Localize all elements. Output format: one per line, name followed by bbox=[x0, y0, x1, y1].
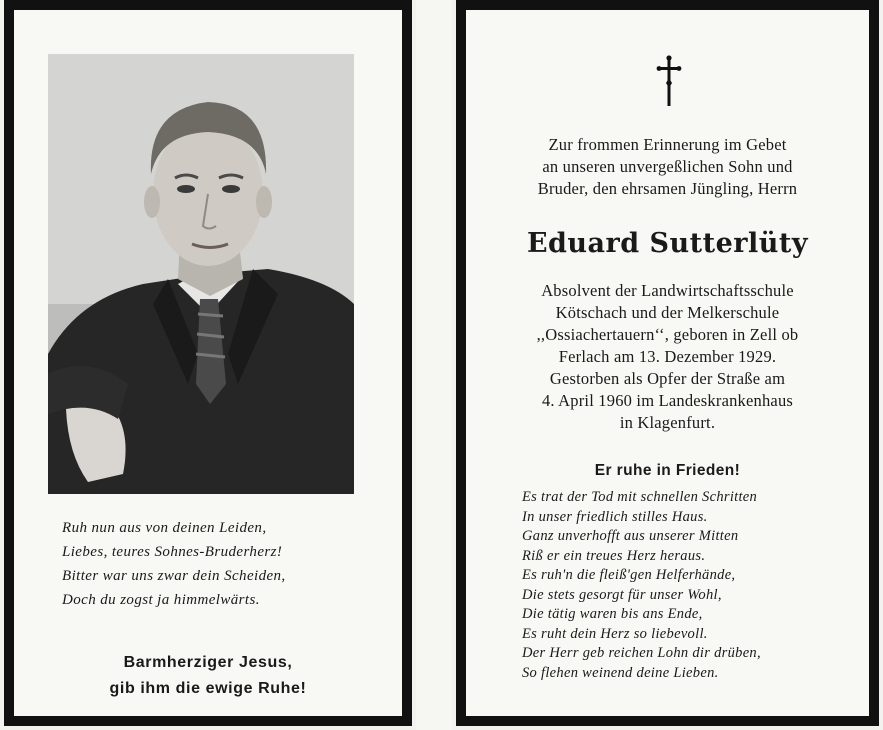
intro-line: Zur frommen Erinnerung im Gebet bbox=[548, 135, 787, 154]
left-card bbox=[4, 0, 412, 726]
intro-line: Bruder, den ehrsamen Jüngling, Herrn bbox=[537, 179, 798, 198]
intro-line: an unseren unvergeßlichen Sohn und bbox=[542, 157, 793, 176]
bio-line: Gestorben als Opfer der Straße am bbox=[549, 369, 786, 388]
bio-line: 4. April 1960 im Landeskrankenhaus bbox=[541, 391, 794, 410]
bio-line: Ferlach am 13. Dezember 1929. bbox=[558, 347, 777, 366]
right-card-inner bbox=[466, 10, 869, 716]
bio-line: ,,Ossiachertauern‘‘, geboren in Zell ob bbox=[536, 325, 799, 344]
prayer-line: gib ihm die ewige Ruhe! bbox=[109, 680, 307, 697]
verse-line: Bitter war uns zwar dein Scheiden, bbox=[62, 568, 286, 584]
bio-line: Absolvent der Landwirtschaftsschule bbox=[541, 281, 794, 300]
verse-line: Ruh nun aus von deinen Leiden, bbox=[62, 520, 267, 536]
rest-in-peace-heading: Er ruhe in Frieden! bbox=[594, 462, 741, 479]
verse-line: Liebes, teures Sohnes-Bruderherz! bbox=[62, 544, 283, 560]
verse-line: Es ruht dein Herz so liebevoll. bbox=[522, 625, 708, 642]
verse-line: Doch du zogst ja himmelwärts. bbox=[62, 592, 260, 608]
verse-line: Riß er ein treues Herz heraus. bbox=[522, 547, 706, 564]
bio-line: Kötschach und der Melkerschule bbox=[555, 303, 780, 322]
intro-text bbox=[466, 134, 869, 200]
background-gap bbox=[416, 0, 452, 730]
bio-line: in Klagenfurt. bbox=[619, 413, 716, 432]
verse-line: Ganz unverhofft aus unserer Mitten bbox=[522, 528, 739, 544]
left-verse bbox=[62, 516, 382, 612]
verse-line: Die tätig waren bis ans Ende, bbox=[522, 606, 703, 622]
cross-icon bbox=[656, 52, 682, 108]
right-card bbox=[456, 0, 879, 726]
prayer-line: Barmherziger Jesus, bbox=[123, 654, 293, 671]
verse-line: Es ruh'n die fleiß'gen Helferhände, bbox=[522, 567, 736, 583]
portrait-photo bbox=[48, 54, 354, 494]
verse-line: In unser friedlich stilles Haus. bbox=[522, 508, 708, 525]
prayer-text bbox=[14, 650, 402, 702]
biography-text bbox=[466, 280, 869, 434]
right-verse bbox=[522, 488, 862, 683]
verse-line: So flehen weinend deine Lieben. bbox=[522, 664, 719, 681]
verse-line: Die stets gesorgt für unser Wohl, bbox=[522, 586, 722, 603]
deceased-name: Eduard Sutterlüty bbox=[526, 228, 809, 259]
verse-line: Es trat der Tod mit schnellen Schritten bbox=[522, 489, 758, 505]
verse-line: Der Herr geb reichen Lohn dir drüben, bbox=[522, 645, 761, 661]
left-card-inner bbox=[14, 10, 402, 716]
